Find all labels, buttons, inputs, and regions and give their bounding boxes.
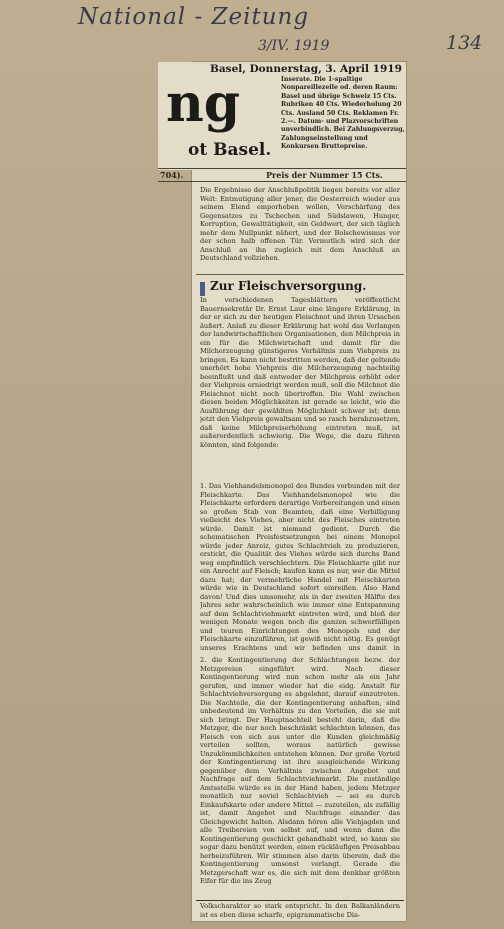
rule-bottom bbox=[158, 181, 406, 182]
intro-paragraph: Die Ergebnisse der Anschlußpolitik liegen bereits vor aller Welt: Entmutigung aller jener, die Oesterreich wieder aus seinem Elend emporheben wollen, Verschärfung des Gegensatzes zu Tschechen und Südslawen, Hunger, Korruption, Gewalttätigkeit, ein Geldwert, der sich täglich mehr dem Nullpunkt nähert, und der Bolschewismus vor der schon halb offenen Tür. Vermutlich wird sich der Anschluß an ihn zugleich mit dem Anschluß an Deutschland vollziehen. bbox=[200, 186, 400, 262]
article-paragraph-3: 2. die Kontingentierung der Schlachtungen bezw. der Metzgereien eingeführt wird. Nach dieser Kontingentierung wird nun schon mehr als ein Jahr gerufen, und immer wieder hat die eidg. Anstalt für Schlachtviehversorgung es abgelehnt, darauf einzutreten. Die Nachteile, die der Kontingentierung anhaften, sind unbedeutend im Verhältnis zu den Vorteilen, die sie mit sich bringt. Der Hauptnachteil besteht darin, daß die Metzger, die nur noch beschränkt schlachten können, das Fleisch von sich aus unter die Kunden gleichmäßig verteilen sollten, woraus natürlich gewisse Unzukömmlichkeiten entstehen können. Der große Vorteil der Kontingentierung ist ihre ausgleichende Wirkung gegenüber dem Verhältnis zwischen Angebot und Nachfrage auf dem Schlachtviehmarkt. Die zuständige Amtsstelle würde es in der Hand haben, jedem Metzger monatlich nur soviel Schlachtvieh — sei es durch Einkaufskarte oder andere Mittel — zuzuteilen, als zufällig ist, damit Angebot und Nachfrage einander das Gleichgewicht halten. Alsdann hören alle Viehjagden und alle Treibereien von selbst auf, und wenn dann die Kontingentierung geschickt gehandhabt wird, so kann sie sogar dazu benützt werden, einen rückläufigen Preisabbau herbeizuführen. Wir stimmen also darin überein, daß die Kontingentierung umsonst verlangt. Gerade die Metzgerschaft war es, die sich mit dem denkbar größten Eifer für die ins Zeug bbox=[200, 656, 400, 885]
article-title: Zur Fleischversorgung. bbox=[210, 279, 367, 293]
article-paragraph-2: 1. Das Viehhandelsmonopol des Bundes verbunden mit der Fleischkarte. Das Viehhandelsmonopol wie die Fleischkarte erfordern derartige Vorbereitungen und einen so großen Stab von Beamten, daß eine Verbilligung vielleicht des Viehes, aber nicht des Fleisches eintreten würde. Damit ist niemand gedient. Durch die schematischen Preisfestsetzungen bei einem Monopol würde jeder Anreiz, gutes Schlachtvieh zu produzieren, erstickt, die Qualität des Viehes würde sich durchs Band weg empfindlich verschlechtern. Die Fleischkarte gibt nur ein Anrecht auf Fleisch; kaufen kann es nur, wer die Mittel dazu hat; der vermehrliche Handel mit Fleischkarten würde wie in Deutschland sofort einreißen. Also Hand davon! Und dies umsomehr, als in der zweiten Hälfte des Jahres sehr wahrscheinlich wie immer eine Entspannung auf dem Schlachtviehmarkt eintreten wird, und bloß der wenigen Monate wegen noch die ganzen schwerfälligen und teuren Einrichtungen des Monopols und der Fleischkarte einzuführen, ist gewiß nicht nötig. Es genügt unseres Erachtens und wir befinden uns damit in bbox=[200, 482, 400, 652]
article-paragraph-1: In verschiedenen Tagesblättern veröffentlicht Bauernsekretär Dr. Ernst Laur eine längere Erklärung, in der er sich zu der heutigen Fleischnot und ihren Ursachen äußert. Anlaß zu dieser Erklärung hat wohl das Verlangen der landwirtschaftlichen Organisationen, den Milchpreis in ein für die Milchwirtschaft und damit für die Milcherzeugung günstigeres Verhältnis zum Viehpreis zu bringen. Es kann nicht bestritten werden, daß der geltende unerhört hohe Viehpreis die Milcherzeugung nachteilig beeinflußt und daß entweder der Milchpreis erhöht oder der Viehpreis erniedrigt werden muß, soll die Milchnot die Fleischnot nicht noch übertreffen. Die Wahl zwischen diesen beiden Möglichkeiten ist gerade so leicht, wie die Ausführung der gewählten Möglichkeit schwer ist; denn jetzt den Viehpreis gewaltsam und so rasch herabzusetzen, daß keine Milchpreiserhöhung eintreten muß, ist außerordentlich schwierig. Die Wege, die dazu führen könnten, sind folgende: bbox=[200, 296, 400, 449]
handwritten-date: 3/IV. 1919 bbox=[258, 38, 330, 54]
masthead-name: ng bbox=[166, 73, 241, 134]
footer-text: Volkscharakter so stark entspricht. In den Balkanländern ist es eben diese scharfe, epigrammatische Dia- bbox=[200, 902, 400, 919]
price-line: Preis der Nummer 15 Cts. bbox=[266, 170, 383, 180]
advertising-rates: Inserate. Die 1-spaltige Nonpareillezeile od. deren Raum: Basel und übrige Schweiz 15 Cts. Rubriken 40 Cts. Wiederholung 20 Cts. Ausland 50 Cts. Reklamen Fr. 2.—. Datum- und Plazvorschriften unverbindlich. Bei Zahlungsverzug, Zahlungseinstellung und Konkursen Bruttopreise. bbox=[281, 76, 405, 151]
article-separator bbox=[196, 274, 404, 275]
date-line: Basel, Donnerstag, 3. April 1919 bbox=[210, 63, 402, 75]
masthead-place: ot Basel. bbox=[188, 140, 272, 160]
handwritten-number: 134 bbox=[446, 32, 483, 54]
issue-number: 704). bbox=[160, 170, 184, 180]
handwritten-title: National - Zeitung bbox=[78, 4, 310, 30]
rule-top bbox=[158, 168, 406, 169]
blue-pencil-mark bbox=[200, 282, 205, 296]
